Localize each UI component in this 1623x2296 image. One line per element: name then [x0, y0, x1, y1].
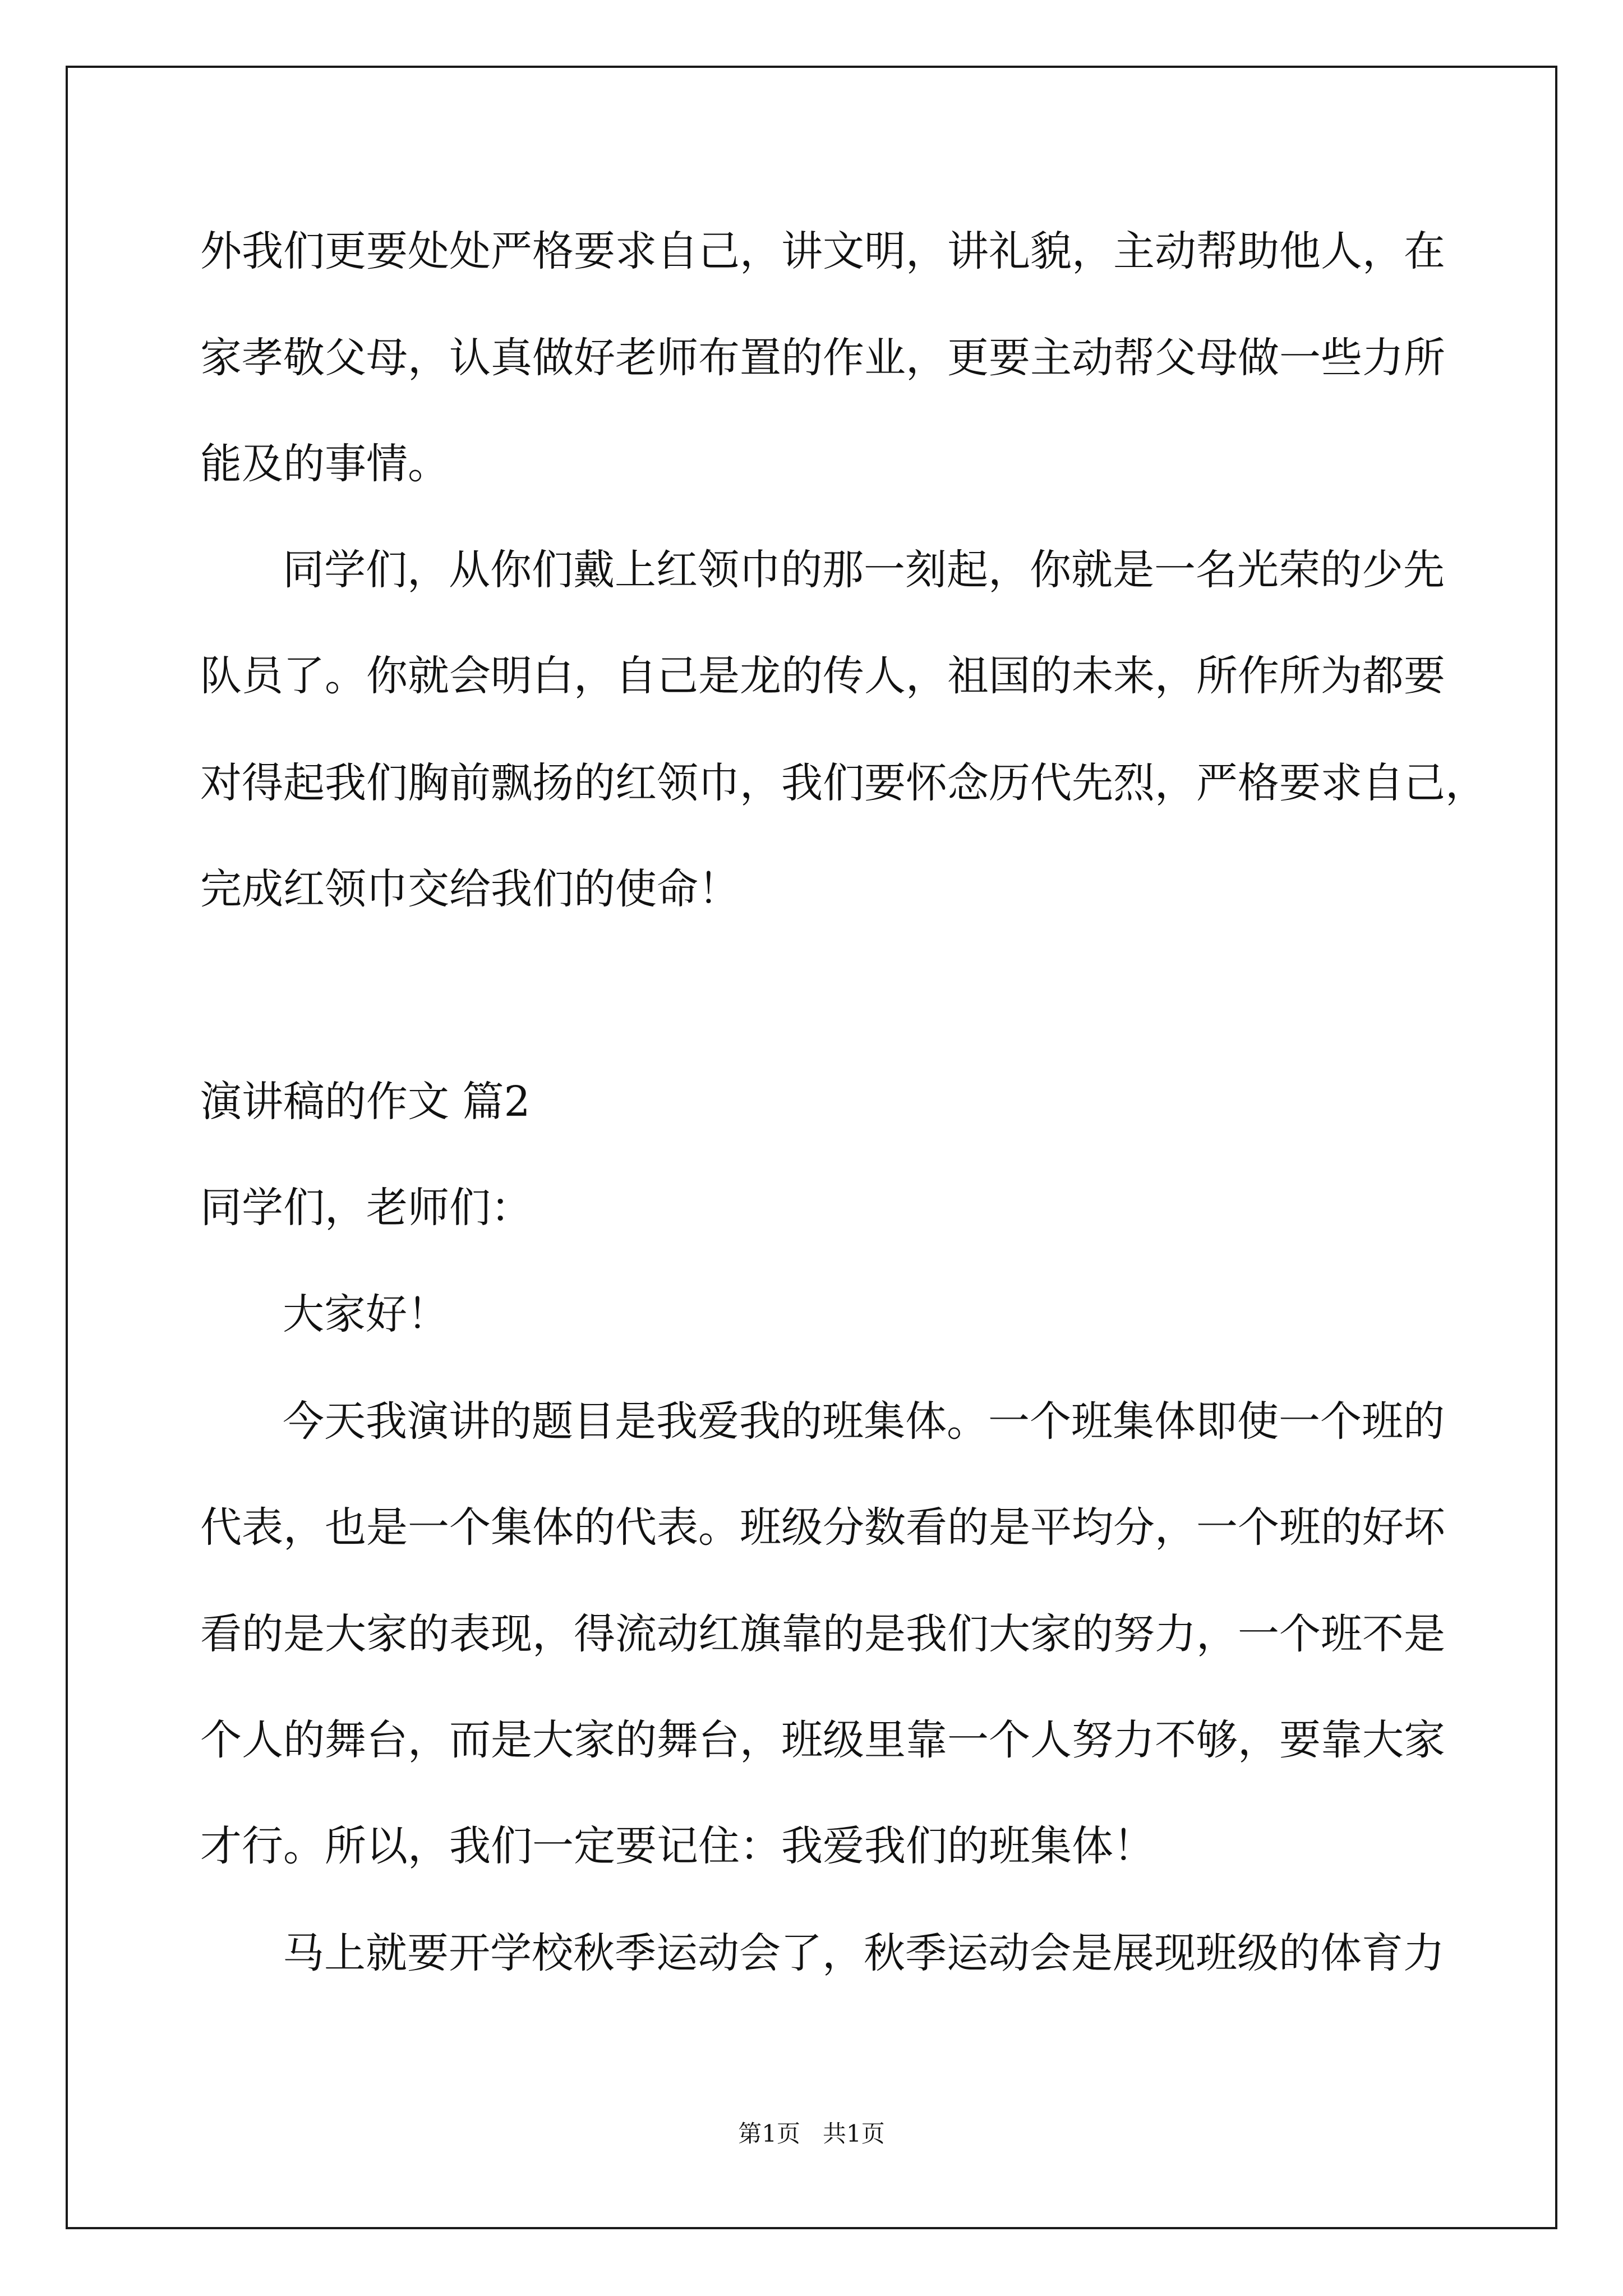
body-line: 队员了。你就会明白，自己是龙的传人，祖国的未来，所作所为都要 — [200, 652, 1445, 700]
body-line: 今天我演讲的题目是我爱我的班集体。一个班集体即使一个班的 — [283, 1397, 1445, 1446]
body-line: 外我们更要处处严格要求自己，讲文明，讲礼貌，主动帮助他人，在 — [200, 227, 1445, 275]
body-line: 个人的舞台，而是大家的舞台，班级里靠一个人努力不够，要靠大家 — [200, 1716, 1445, 1764]
body-line: 对得起我们胸前飘扬的红领巾，我们要怀念历代先烈，严格要求自己， — [200, 759, 1487, 807]
body-line: 完成红领巾交给我们的使命！ — [200, 865, 740, 913]
page-border — [66, 66, 1557, 2229]
body-line: 马上就要开学校秋季运动会了，秋季运动会是展现班级的体育力 — [283, 1929, 1445, 1977]
section-heading: 演讲稿的作文 篇2 — [200, 1078, 531, 1126]
body-line: 同学们，从你们戴上红领巾的那一刻起，你就是一名光荣的少先 — [283, 546, 1445, 594]
salutation: 同学们，老师们： — [200, 1184, 532, 1232]
page-footer: 第1页 共1页 — [738, 2120, 885, 2147]
body-line: 代表，也是一个集体的代表。班级分数看的是平均分，一个班的好坏 — [200, 1503, 1445, 1552]
body-line: 才行。所以，我们一定要记住：我爱我们的班集体！ — [200, 1822, 1155, 1870]
greeting: 大家好！ — [283, 1290, 449, 1338]
body-line: 家孝敬父母，认真做好老师布置的作业，更要主动帮父母做一些力所 — [200, 334, 1445, 382]
body-line: 看的是大家的表现，得流动红旗靠的是我们大家的努力，一个班不是 — [200, 1610, 1445, 1658]
body-line: 能及的事情。 — [200, 440, 449, 488]
